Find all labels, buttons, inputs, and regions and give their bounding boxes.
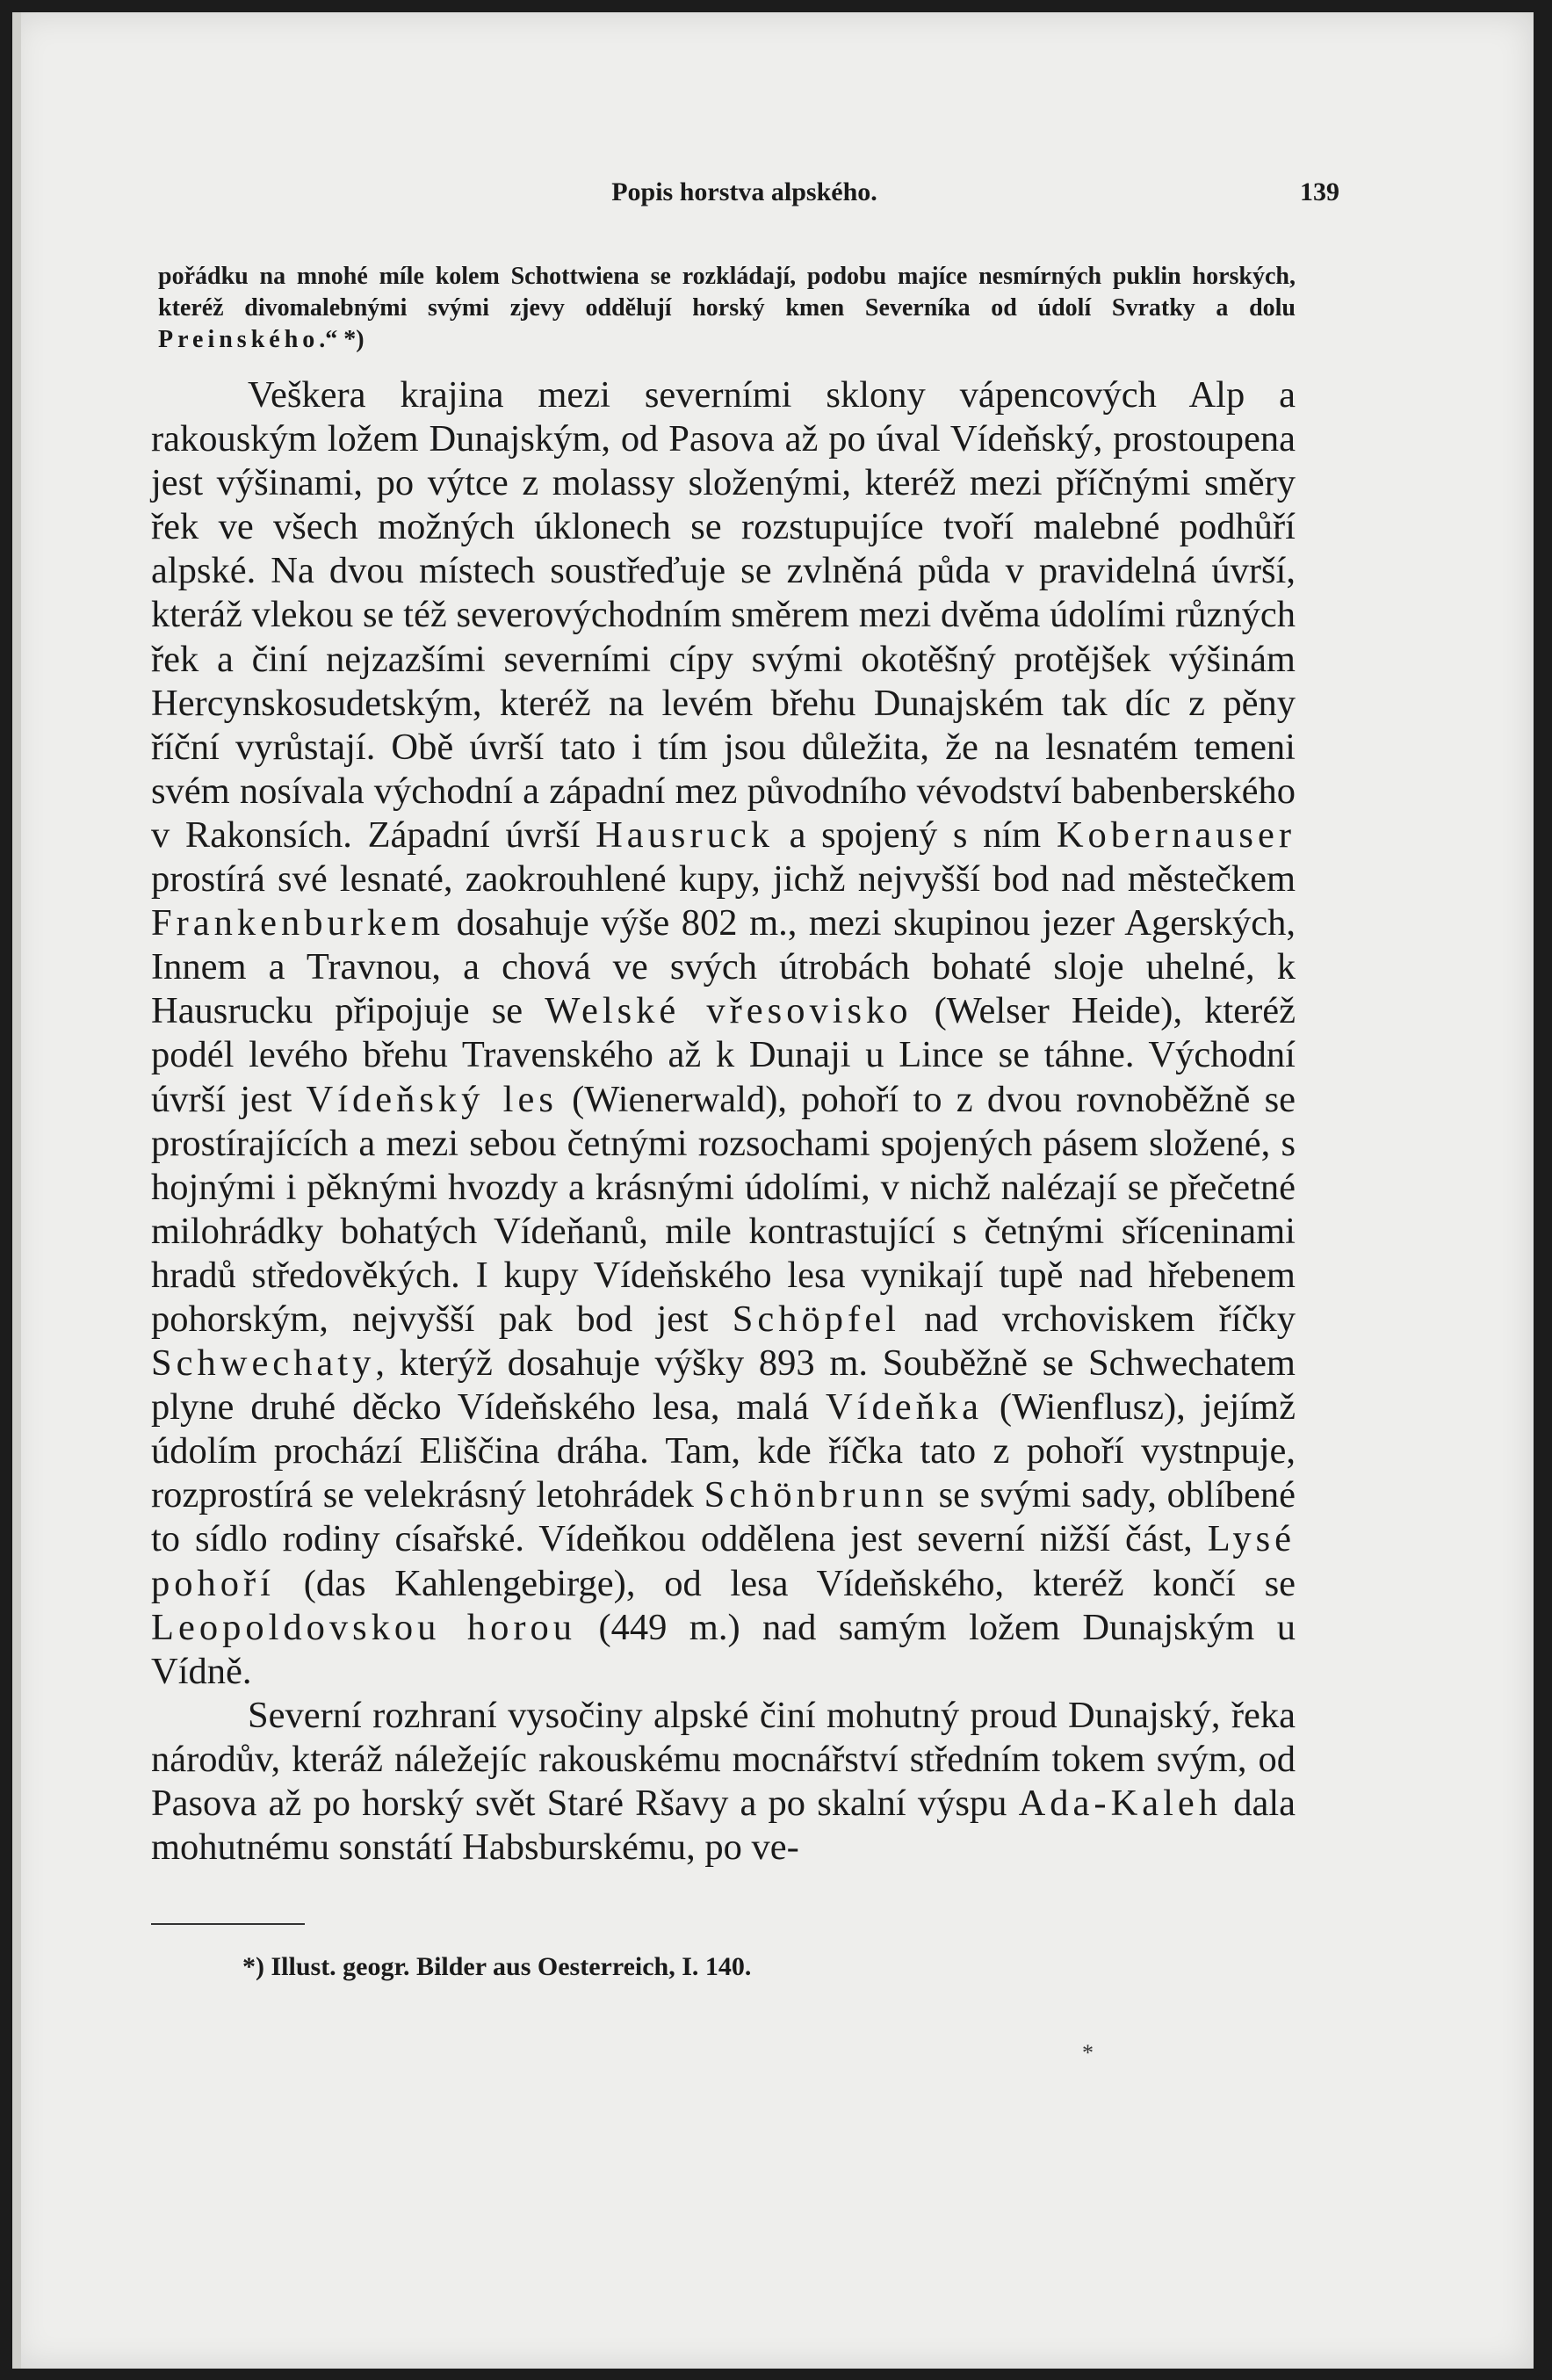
text-run: (449 m.) nad samým ložem Dunajským u Vídně. — [151, 1606, 1296, 1692]
text-run: Veškera krajina mezi severními sklony vápencových Alp a rakouským ložem Dunajským, od Pasova až po úval Vídeňský, prostoupena jest výšinami, po výtce z molassy složenými, kteréž mezi příčnými směry řek ve všech možných úklonech se rozstupujíce tvoří malebné podhůří alpské. Na dvou místech soustřeďuje se zvlněná půda v pravidelná úvrší, kteráž vlekou se též severovýchodním směrem mezi dvěma údolími různých řek a činí nejzazšími severními cípy svými okotěšný protějšek výšinám Hercynskosudetským, kteréž na levém břehu Dunajském tak díc z pěny říční vyrůstají. Obě úvrší tato i tím jsou důležita, že na lesnatém temeni svém nosívala východní a západní mez původního vévodství babenberského v Rakonsích. Západní úvrší — [151, 374, 1296, 856]
text-run: (Wienflusz), jejímž údolím prochází Eliščina dráha. Tam, kde říčka tato z pohoří vystnpuje, rozprostírá se velekrásný letohrádek — [151, 1386, 1296, 1516]
footnote: *) Illust. geogr. Bilder aus Oesterreich, I. 140. — [242, 1952, 752, 1981]
spaced-term: Lysé pohoří — [151, 1518, 1296, 1604]
footnote-rule — [151, 1923, 305, 1925]
text-run: (Welser Heide), kteréž podél levého břehu Travenského až k Dunaji u Lince se táhne. Východní úvrší jest — [151, 990, 1296, 1120]
asterisk-mark: * — [1082, 2040, 1094, 2065]
spaced-term: Kobernauser — [1056, 814, 1296, 856]
spaced-term: Leopoldovskou horou — [151, 1606, 577, 1648]
running-head — [149, 177, 1339, 213]
text-run: , kterýž dosahuje výšky 893 m. Souběžně se Schwechatem plyne druhé děcko Vídeňského lesa, malá — [151, 1342, 1296, 1429]
quote-paragraph — [158, 261, 1296, 356]
spaced-term: Hausruck — [596, 814, 774, 856]
text-run: Severní rozhraní vysočiny alpské činí mohutný proud Dunajský, řeka národův, kteráž náležejíc rakouskému mocnářství středním tokem svým, od Pasova až po horský svět Staré Ršavy a po skalní výspu — [151, 1694, 1296, 1824]
page-edge — [12, 12, 21, 2369]
spaced-term: Vídeňský les — [306, 1078, 558, 1120]
page-number: 139 — [1300, 177, 1339, 206]
text-run: prostírá své lesnaté, zaokrouhlené kupy, jichž nejvyšší bod nad městečkem — [151, 858, 1296, 901]
spaced-term: Schwechaty — [151, 1342, 376, 1385]
spaced-term: Vídeňka — [825, 1386, 983, 1429]
spaced-term: Schönbrunn — [704, 1474, 928, 1516]
text-run: nad vrchoviskem říčky — [899, 1298, 1296, 1340]
spaced-term: Welské vřesovisko — [545, 990, 913, 1032]
text-run: dosahuje výše 802 m., mezi skupinou jezer Agerských, Innem a Travnou, a chová ve svých útrobách bohaté sloje uhelné, k Hausrucku připojuje se — [151, 902, 1296, 1032]
paragraph-1 — [151, 373, 1296, 1694]
spaced-term: Frankenburkem — [151, 902, 445, 944]
spaced-term: Schöpfel — [732, 1298, 900, 1340]
text-run: (das Kahlengebirge), od lesa Vídeňského, kteréž končí se — [274, 1562, 1296, 1604]
spaced-term: Ada-Kaleh — [1018, 1783, 1223, 1824]
body-text — [151, 373, 1296, 1870]
text-run: (Wienerwald), pohoří to z dvou rovnoběžně se prostírajících a mezi sebou četnými rozsochami spojených pásem složené, s hojnými i pěknými hvozdy a krásnými údolími, v nichž nalézají se přečetné milohrádky bohatých Vídeňanů, mile kontrastující s četnými sříceninami hradů středověkých. I kupy Vídeňského lesa vynikají tupě nad hřebenem pohorským, nejvyšší pak bod jest — [151, 1078, 1296, 1340]
text-run: a spojený s ním — [773, 814, 1057, 856]
running-title: Popis horstva alpského. — [611, 177, 877, 206]
quote-text: pořádku na mnohé míle kolem Schottwiena se rozkládají, podobu majíce nesmírných puklin horských, kteréž divomalebnými svými zjevy oddělují horský kmen Severníka od údolí Svratky a dolu — [158, 263, 1296, 322]
quote-end: .“ *) — [319, 326, 365, 353]
text-run: dala mohutnému sonstátí Habsburskému, po ve- — [151, 1783, 1296, 1869]
quote-spaced-word: Preinského — [158, 326, 320, 353]
text-run: se svými sady, oblíbené to sídlo rodiny císařské. Vídeňkou oddělena jest severní nižší část, — [151, 1474, 1296, 1560]
paragraph-2 — [151, 1694, 1296, 1870]
